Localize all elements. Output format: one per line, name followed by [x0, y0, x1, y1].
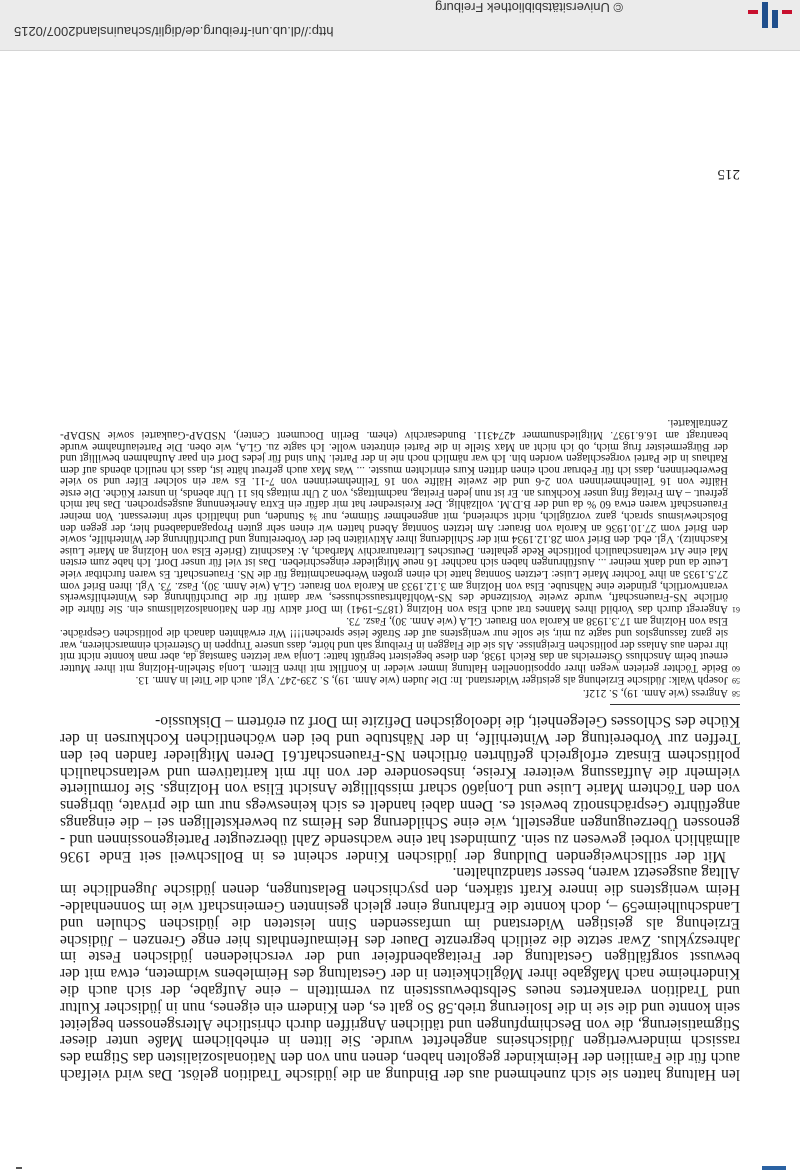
copyright-notice: © Universitätsbibliothek Freiburg	[435, 0, 624, 15]
footnote-text: Angeregt durch das Vorbild ihres Mannes trat auch Elsa von Holzing (1875-1941) im Dorf aktiv für den Nationalsozialismus ein. Sie führte die örtliche NS-Frauenschaft, wurde zweite Vorsitzende des NS-Wohlfahrtsausschusses, war damit für die Durchführung des Winterhilfswerks verantwortlich, gründete eine Nähstube. Elsa von Holzing am 3.12.1933 an Karola von Brauer. GLA (wie Anm. 30), Fasz. 73. Vgl. ihren Brief vom 27.5.1935 an ihre Tochter Marie Luise: Letzten Sonntag hatte ich einen großen Werbenachmittag für die NS. Frauenschaft. Es waren furchtbar viele Leute da und dank meiner ... Ausführungen haben sich nachher 16 neue Mitglieder eingeschrieben. Das ist viel für unser Dorf. Ich habe zum ersten Mal eine Art weltanschaulich politische Rede gehalten. Deutsches Literaturarchiv Marbach, A: Kaschnitz (Briefe Elsa von Holzing an Marie Luise Kaschnitz). Vgl. ebd. den Brief vom 28.12.1934 mit der Schilderung ihrer Aktivitäten bei der Vorbereitung und Durchführung der Winterhilfe, sowie den Brief vom 27.10.1936 an Karola von Brauer: Am letzten Sonntag Abend hatten wir einen sehr guten Propagandaabend hier, der gegen den Bolschewismus sprach, ganz vorzüglich, nicht schreiend, mit angenehmer Stimme, nur ¾ Stunden, und inhaltlich sehr interessant. Von meiner Frauenschaft waren etwa 60 % da und der B.D.M. vollzählig. Der Kreisredner hat mir dafür ein Extra Anerkennung ausgesprochen. Das hat mich gefreut. – Am Freitag fing unser Kochkurs an. Er ist nun jeden Freitag, nachmittags, von 2 Uhr mittags bis 11 Uhr abends, in unsrer Küche. Die erste Hälfte von 16 Teilnehmerinnen von 2-6 und die zweite Hälfte von 16 Teilnehmerinnen von 7-11. Es war ein solcher Eifer und so viele Bewerberinnen, dass ich für Februar noch einen dritten Kurs einrichten musste. ... Was Max auch gefreut hätte ist, dass ich neulich abends auf dem Rathaus in die Partei vorgeschlagen worden bin. Ich war nämlich noch nie in der Partei. Nun sind für jedes Dorf ein paar Aufnahmen bewilligt und der Bürgermeister frug mich, ob ich nicht an Max Stelle in die Partei eintreten wolle. Ich sagte zu. GLA, wie oben. Die Parteiaufnahme wurde beantragt am 16.6.1937. Mitgliedsnummer 4274311. Bundesarchiv (ehem. Berlin Document Center), NSDAP-Gaukartei sowie NSDAP-Zentralkartei.	[60, 417, 728, 615]
footnote-divider	[610, 704, 740, 705]
footnote	[60, 417, 740, 614]
footnote	[60, 615, 740, 673]
footnote	[60, 674, 740, 686]
page-url[interactable]: http://dl.ub.uni-freiburg.de/diglit/schauinsland2007/0215	[14, 24, 334, 39]
viewer-footer	[0, 1163, 800, 1176]
footnote-text: Beide Töchter gerieten wegen ihrer oppositionellen Haltung immer wieder in Konflikt mit ihren Eltern. Lonja Stehelin-Holzing mit ihrer Mutter erneut beim Anschluss Österreichs an das Reich 1938, den diese begeistert begrüßt hatte: Lonja war letzten Samstag da, aber man konnte nicht mit ihr reden aus Anlass der politischen Ereignisse. Als sie die Flaggen in Freiburg sah und hörte, dass unsere Truppen in Österreich einmarschieren, war sie ganz fassungslos und sagte zu mir, sie solle nur wenigstens auf der Straße leise sprechen!!!! Wir erwähnten danach die politischen Gespräche. Elsa von Holzing am 17.3.1938 an Karola von Brauer. GLA (wie Anm. 30), Fasz. 73.	[60, 615, 728, 674]
footnote	[60, 686, 740, 698]
footnote-number: 61	[732, 604, 740, 614]
viewer-header	[0, 0, 800, 51]
paragraph-2: Mit der stillschweigenden Duldung der jüdischen Kinder scheint es in Bollschweil seit Ende 1936 allmählich vorbei gewesen zu sein. Zumindest hat eine wachsende Zahl überzeugter Parteigenossinnen und -genossen Überzeugungen angestellt, wie eine Schilderung des Heims zu bewerkstelligen sei – die eingangs angeführte Gesprächsnotiz beweist es. Denn dabei handelt es sich keineswegs nur um die private, übrigens von den Töchtern Marie Luise und Lonja60 scharf missbilligte Ansicht Elisa von Holzings. Sie formulierte vielmehr die Auffassung weiterer Kreise, insbesondere der von ihr mit karitativem und weltanschaulich politischem Einsatz erfolgreich geführten örtlichen NS-Frauenschaft.61 Deren Mitglieder fanden bei den Treffen zur Vorbereitung der Winterhilfe, in der Nähstube und bei den wöchentlichen Kochkursen in der Küche des Schlosses Gelegenheit, die ideologischen Defizite im Dorf zu erörtern – Diskussio-	[60, 713, 740, 865]
footnote-number: 60	[732, 663, 740, 673]
document-page	[60, 100, 740, 1100]
ub-freiburg-logo-icon	[748, 2, 792, 28]
body-text	[60, 712, 740, 1082]
footnotes	[60, 416, 740, 698]
footer-accent	[762, 1166, 786, 1170]
footnote-text: Angress (wie Anm. 19), S. 212f.	[582, 687, 728, 699]
footnote-number: 59	[732, 676, 740, 686]
paragraph-1: len Haltung hatten sie sich zunehmend aus der Bindung an die jüdische Tradition gelöst. Das wird vielfach auch für die Familien der Heimkinder gegolten haben, denen nun von den Nationalsozialisten das Stigma des rassisch minderwertigen Jüdischseins angeheftet wurde. Sie litten in erheblichem Maße unter dieser Stigmatisierung, die von Beschimpfungen und tätlichen Angriffen durch christliche Altersgenossen begleitet sein konnte und die sie in die Isolierung trieb.58 So galt es, den Kindern ein eigenes, nun in jüdischer Kultur und Tradition verankertes neues Selbstbewusstsein zu vermitteln – eine Aufgabe, der sich auch die Kinderheime nach Maßgabe ihrer Möglichkeiten in der Gestaltung des Heimlebens widmeten, etwa mit der bewusst sorgfältigen Gestaltung der Freitagabendfeier und der verschiedenen jüdischen Feste im Jahreszyklus. Zwar setzte die zeitlich begrenzte Dauer des Heimaufenthalts hier enge Grenzen – Jüdische Erziehung als geistigen Widerstand im umfassenden Sinn leisteten die jüdischen Schulen und Landschulheime59 –, doch konnte die Erfahrung einer gleich gesinnten Gemeinschaft wie im Sonnenhalde-Heim wenigstens die innere Kraft stärken, den psychischen Belastungen, denen jüdische Jugendliche im Alltag ausgesetzt waren, besser standzuhalten.	[60, 864, 740, 1083]
footer-mark	[16, 1167, 22, 1169]
footnote-number: 58	[732, 689, 740, 698]
page-number: 215	[717, 166, 740, 182]
footnote-text: Joseph Walk: Jüdische Erziehung als geistiger Widerstand. In: Die Juden (wie Anm. 19), S. 239-247. Vgl. auch die Titel in Anm. 13.	[135, 674, 728, 687]
